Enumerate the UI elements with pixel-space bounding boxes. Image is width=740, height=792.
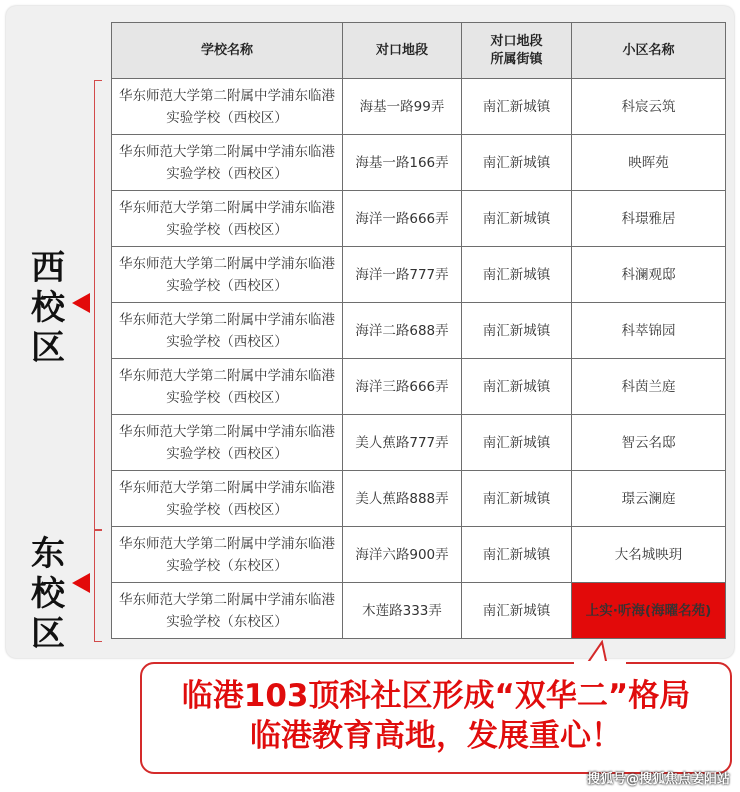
cell-community: 科澜观邸 [572, 247, 726, 303]
cell-town: 南汇新城镇 [462, 191, 572, 247]
west-campus-bracket [94, 80, 102, 530]
cell-segment: 海洋二路688弄 [343, 303, 462, 359]
cell-school: 华东师范大学第二附属中学浦东临港实验学校（西校区） [112, 135, 343, 191]
cell-community: 智云名邸 [572, 415, 726, 471]
cell-school: 华东师范大学第二附属中学浦东临港实验学校（西校区） [112, 471, 343, 527]
header-school: 学校名称 [112, 23, 343, 79]
table-row [112, 359, 726, 415]
cell-town: 南汇新城镇 [462, 471, 572, 527]
table-row [112, 79, 726, 135]
cell-community: 科萃锦园 [572, 303, 726, 359]
cell-community: 映晖苑 [572, 135, 726, 191]
cell-school: 华东师范大学第二附属中学浦东临港实验学校（西校区） [112, 79, 343, 135]
cell-town: 南汇新城镇 [462, 415, 572, 471]
east-campus-bracket [94, 530, 102, 642]
school-district-table [111, 22, 726, 639]
table-row [112, 247, 726, 303]
cell-community-highlighted: 上实·听海(海曜名苑) [572, 583, 726, 639]
cell-segment: 海基一路99弄 [343, 79, 462, 135]
west-campus-label: 西 校 区 [31, 248, 65, 368]
cell-segment: 海基一路166弄 [343, 135, 462, 191]
cell-segment: 海洋六路900弄 [343, 527, 462, 583]
cell-town: 南汇新城镇 [462, 247, 572, 303]
table-row [112, 471, 726, 527]
cell-community: 璟云澜庭 [572, 471, 726, 527]
table-row [112, 135, 726, 191]
header-segment: 对口地段 [343, 23, 462, 79]
east-campus-arrow-icon [72, 573, 90, 593]
watermark: 搜狐号@搜狐焦点姜阳站 [586, 772, 730, 787]
cell-school: 华东师范大学第二附属中学浦东临港实验学校（西校区） [112, 415, 343, 471]
header-town: 对口地段 所属街镇 [462, 23, 572, 79]
cell-community: 科宸云筑 [572, 79, 726, 135]
east-campus-label: 东 校 区 [31, 534, 65, 654]
cell-school: 华东师范大学第二附属中学浦东临港实验学校（东校区） [112, 583, 343, 639]
table-row [112, 415, 726, 471]
cell-town: 南汇新城镇 [462, 135, 572, 191]
table-row [112, 303, 726, 359]
cell-school: 华东师范大学第二附属中学浦东临港实验学校（西校区） [112, 247, 343, 303]
cell-segment: 海洋一路777弄 [343, 247, 462, 303]
cell-school: 华东师范大学第二附属中学浦东临港实验学校（西校区） [112, 191, 343, 247]
callout-line-2: 临港教育高地，发展重心！ [250, 718, 622, 754]
cell-town: 南汇新城镇 [462, 303, 572, 359]
table-row [112, 191, 726, 247]
cell-segment: 海洋三路666弄 [343, 359, 462, 415]
callout-line-1: 临港103顶科社区形成“双华二”格局 [181, 678, 691, 714]
table-row [112, 583, 726, 639]
cell-town: 南汇新城镇 [462, 583, 572, 639]
cell-school: 华东师范大学第二附属中学浦东临港实验学校（西校区） [112, 359, 343, 415]
cell-segment: 木莲路333弄 [343, 583, 462, 639]
cell-segment: 美人蕉路777弄 [343, 415, 462, 471]
cell-school: 华东师范大学第二附属中学浦东临港实验学校（东校区） [112, 527, 343, 583]
table-row [112, 527, 726, 583]
header-community: 小区名称 [572, 23, 726, 79]
cell-community: 科茵兰庭 [572, 359, 726, 415]
cell-town: 南汇新城镇 [462, 527, 572, 583]
callout-box [140, 662, 732, 774]
west-campus-arrow-icon [72, 293, 90, 313]
callout-tail-mask [574, 661, 626, 665]
cell-segment: 海洋一路666弄 [343, 191, 462, 247]
cell-town: 南汇新城镇 [462, 79, 572, 135]
cell-town: 南汇新城镇 [462, 359, 572, 415]
cell-community: 大名城映玥 [572, 527, 726, 583]
cell-school: 华东师范大学第二附属中学浦东临港实验学校（西校区） [112, 303, 343, 359]
cell-segment: 美人蕉路888弄 [343, 471, 462, 527]
cell-community: 科璟雅居 [572, 191, 726, 247]
table-header-row [112, 23, 726, 79]
